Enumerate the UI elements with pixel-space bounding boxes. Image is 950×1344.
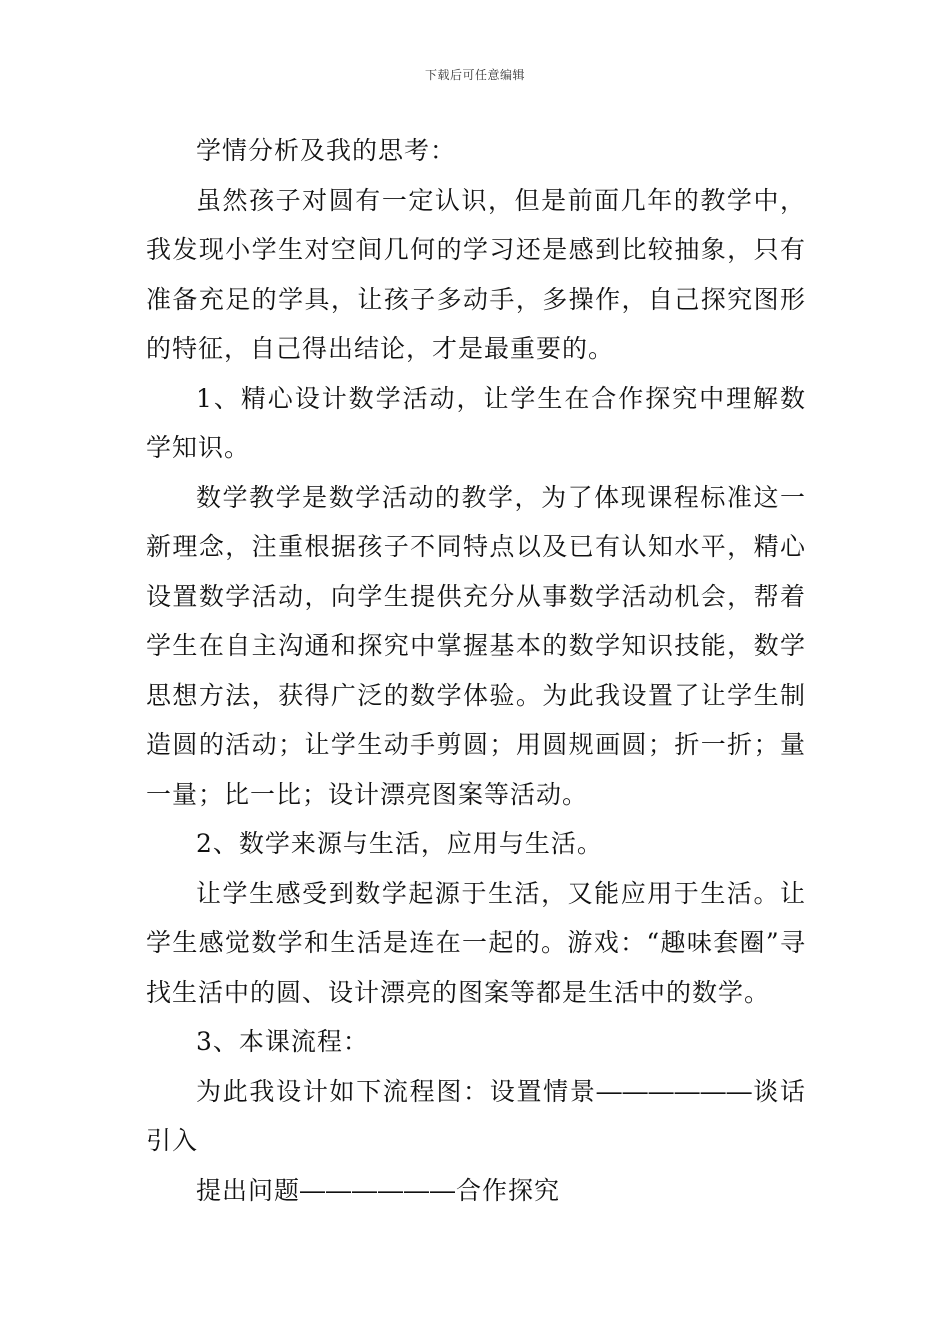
paragraph-point-2: 2、数学来源与生活，应用与生活。	[196, 829, 603, 858]
paragraph-point-3: 3、本课流程：	[196, 1027, 369, 1056]
paragraph-activities: 数学教学是数学活动的教学，为了体现课程标准这一新理念，注重根据孩子不同特点以及已有认知水平，精心设置数学活动，向学生提供充分从事数学活动机会，帮着学生在自主沟通和探究中掌握基本的数学知识技能，数学思想方法，获得广泛的数学体验。为此我设置了让学生制造圆的活动；让学生动手剪圆；用圆规画圆；折一折；量一量；比一比；设计漂亮图案等活动。	[146, 482, 806, 809]
header-note: 下载后可任意编辑	[424, 68, 525, 82]
paragraph-flow-2: 提出问题――――――合作探究	[196, 1175, 561, 1205]
paragraph-life-math: 让学生感受到数学起源于生活，又能应用于生活。让学生感觉数学和生活是连在一起的。游戏：“趣味套圈”寻找生活中的圆、设计漂亮的图案等都是生活中的数学。	[146, 878, 806, 1007]
paragraph-flow-1: 为此我设计如下流程图：设置情景――――――谈话引入	[146, 1076, 806, 1155]
paragraph-point-1: 1、精心设计数学活动，让学生在合作探究中理解数学知识。	[146, 383, 806, 462]
paragraph-heading-analysis: 学情分析及我的思考：	[196, 136, 457, 165]
document-body	[146, 126, 806, 1215]
paragraph-analysis: 虽然孩子对圆有一定认识，但是前面几年的教学中，我发现小学生对空间几何的学习还是感到比较抽象，只有准备充足的学具，让孩子多动手，多操作，自己探究图形的特征，自己得出结论，才是最重要的。	[146, 185, 806, 363]
